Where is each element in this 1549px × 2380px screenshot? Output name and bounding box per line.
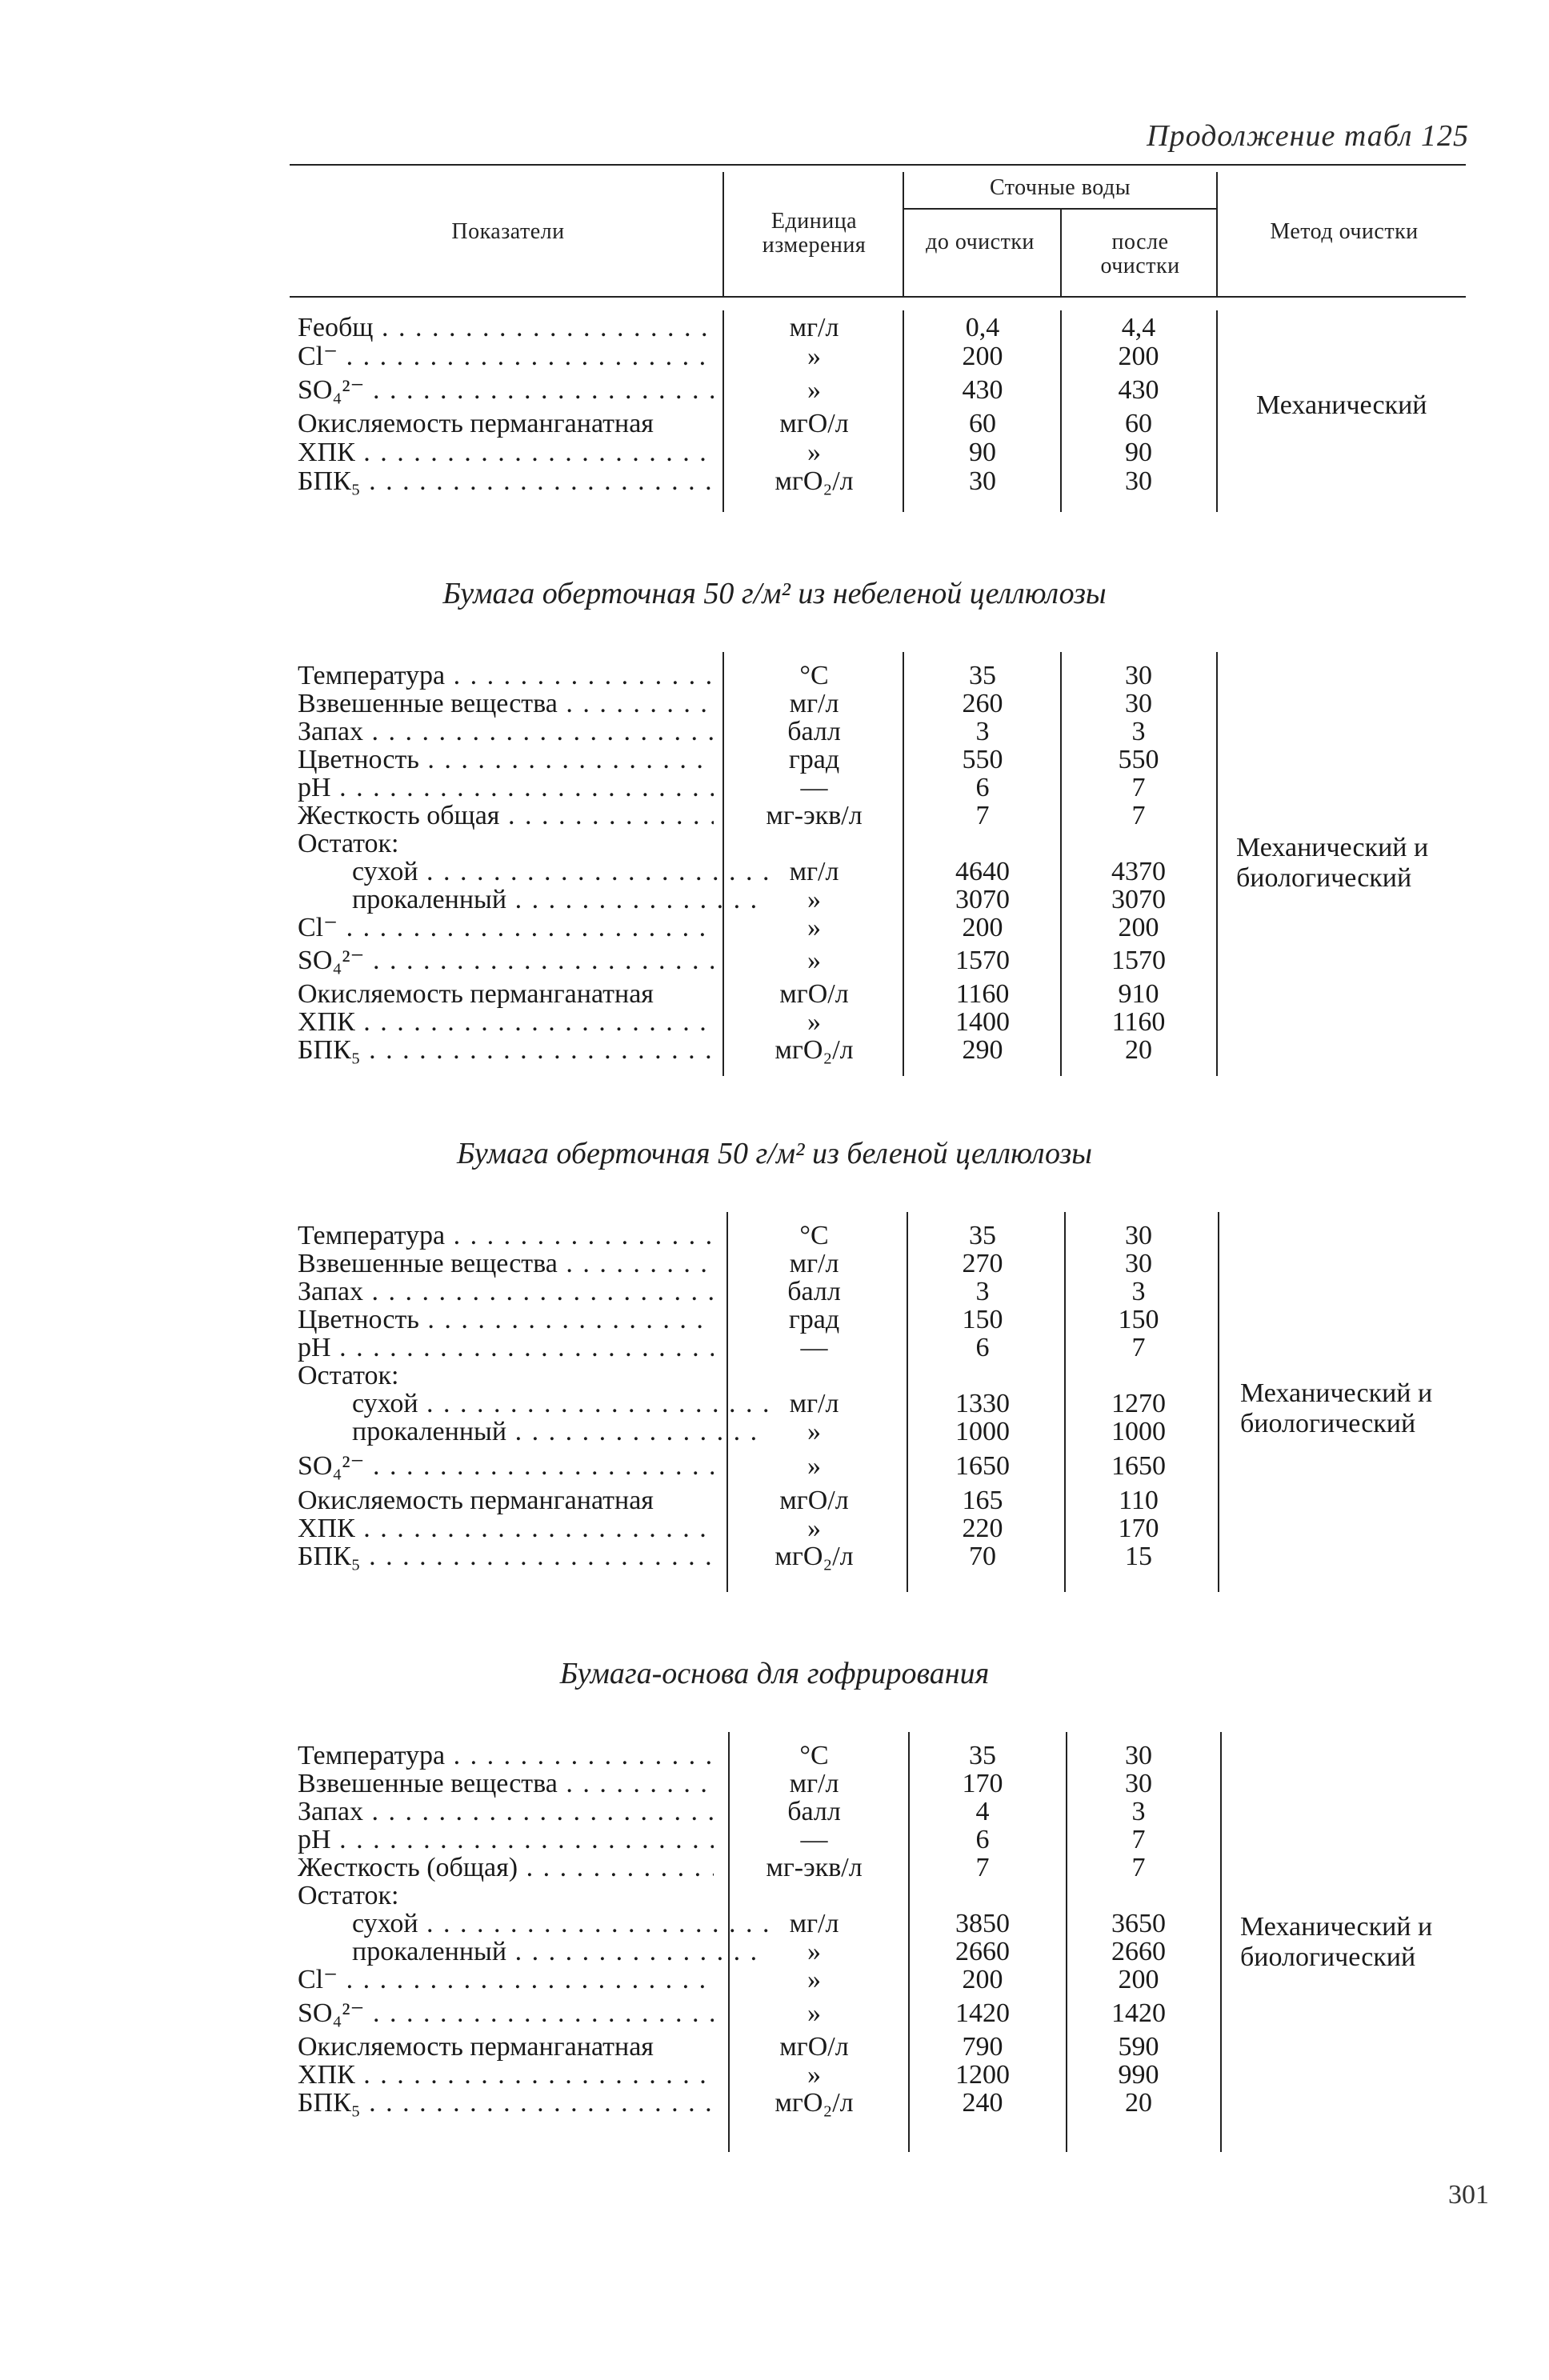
table-row (0, 1798, 1549, 1826)
table-row (0, 1306, 1549, 1334)
indicator-name: Запах . . . (298, 1798, 714, 1826)
after-value: 170 (1118, 1514, 1159, 1543)
indicator-name: Остаток: (298, 1362, 399, 1390)
before-value: 30 (969, 466, 996, 496)
header-after: после очистки (1100, 230, 1180, 278)
table-row (0, 1222, 1549, 1250)
indicator-name: прокаленный . . . (352, 1418, 768, 1446)
after-value: 590 (1118, 2032, 1159, 2062)
after-value: 30 (1125, 1221, 1152, 1250)
after-value: 1270 (1111, 1389, 1166, 1418)
table-row (0, 2089, 1549, 2118)
header-indicators: Показатели (451, 219, 565, 244)
indicator-name: SO₄²⁻ . . . (298, 946, 714, 975)
before-value: 1400 (955, 1007, 1010, 1037)
before-value: 270 (962, 1249, 1003, 1278)
indicator-name: Запах . . . (298, 718, 714, 746)
unit-cell: — (800, 1333, 828, 1362)
after-value: 3070 (1111, 885, 1166, 914)
before-value: 790 (962, 2032, 1003, 2062)
unit-cell: °С (799, 1741, 829, 1770)
before-value: 150 (962, 1305, 1003, 1334)
before-value: 1420 (955, 1998, 1010, 2028)
table-row (0, 662, 1549, 690)
indicator-name: Жесткость (общая) . . . (298, 1854, 714, 1882)
after-value: 1570 (1111, 946, 1166, 975)
unit-cell: » (807, 438, 821, 467)
header-divider-method (1216, 172, 1218, 296)
unit-cell: мгО₂/л (774, 2088, 854, 2118)
before-value: 7 (975, 1853, 990, 1882)
table-row (0, 342, 1549, 371)
treatment-method: Механический (1256, 390, 1427, 420)
header-unit: Единица измерения (762, 209, 867, 258)
indicator-name: Жесткость общая . . . (298, 802, 714, 830)
indicator-name: SO₄²⁻ . . . (298, 376, 714, 405)
table-row (0, 1278, 1549, 1306)
section-title: Бумага оберточная 50 г/м² из беленой целлюлозы (456, 1137, 1093, 1170)
table-row (0, 946, 1549, 975)
unit-cell: град (788, 745, 840, 774)
indicator-name: ХПК . . . (298, 1514, 714, 1543)
indicator-name: Окисляемость перманганатная (298, 2033, 654, 2062)
treatment-method: Механический и биологический (1240, 1378, 1433, 1438)
before-value: 200 (962, 1965, 1003, 1994)
indicator-name: БПК₅ . . . (298, 467, 714, 496)
treatment-method: Механический и биологический (1240, 1912, 1433, 1972)
unit-cell: » (807, 1998, 821, 2028)
table-row (0, 718, 1549, 746)
before-value: 1570 (955, 946, 1010, 975)
after-value: 550 (1118, 745, 1159, 774)
after-value: 110 (1119, 1486, 1159, 1515)
after-value: 1160 (1111, 1007, 1166, 1037)
indicator-name: Взвешенные вещества . . . (298, 690, 714, 718)
unit-cell: мгО₂/л (774, 1542, 854, 1571)
after-value: 200 (1118, 342, 1159, 371)
indicator-name: ХПК . . . (298, 1008, 714, 1037)
table-row (0, 467, 1549, 496)
after-value: 15 (1125, 1542, 1152, 1571)
before-value: 7 (975, 801, 990, 830)
before-value: 1200 (955, 2060, 1010, 2090)
indicator-name: Запах . . . (298, 1278, 714, 1306)
after-value: 7 (1131, 1333, 1146, 1362)
after-value: 2660 (1111, 1937, 1166, 1966)
section-title: Бумага оберточная 50 г/м² из небеленой целлюлозы (442, 577, 1107, 610)
indicator-name: Остаток: (298, 830, 399, 858)
after-value: 4370 (1111, 857, 1166, 886)
indicator-name: Cl⁻ . . . (298, 914, 714, 942)
after-value: 30 (1125, 1769, 1152, 1798)
header-method: Метод очистки (1270, 219, 1419, 244)
wastewater-subheader-rule (903, 208, 1216, 210)
table-row (0, 1542, 1549, 1571)
indicator-name: Взвешенные вещества . . . (298, 1250, 714, 1278)
before-value: 6 (975, 773, 990, 802)
unit-cell: мгО₂/л (774, 466, 854, 496)
before-value: 3850 (955, 1909, 1010, 1938)
table-row (0, 1008, 1549, 1037)
table-row (0, 980, 1549, 1009)
running-head: Продолжение табл 125 (1147, 119, 1469, 153)
before-value: 60 (969, 409, 996, 438)
unit-cell: » (807, 946, 821, 975)
after-value: 90 (1125, 438, 1152, 467)
table-row (0, 1036, 1549, 1065)
table-row (0, 1854, 1549, 1882)
header-divider-after (1060, 210, 1062, 296)
indicator-name: прокаленный . . . (352, 886, 768, 914)
unit-cell: мг/л (789, 1389, 839, 1418)
after-value: 3 (1131, 717, 1146, 746)
unit-cell: мг/л (789, 1769, 839, 1798)
indicator-name: Feобщ . . . (298, 314, 714, 342)
unit-cell: » (807, 2060, 821, 2090)
after-value: 20 (1125, 1035, 1152, 1065)
indicator-name: pH . . . (298, 1334, 714, 1362)
unit-cell: мгО₂/л (774, 1035, 854, 1065)
table-row (0, 1826, 1549, 1854)
table-row (0, 1452, 1549, 1481)
after-value: 1000 (1111, 1417, 1166, 1446)
indicator-name: сухой . . . (352, 1390, 768, 1418)
table-row (0, 438, 1549, 467)
before-value: 4 (975, 1797, 990, 1826)
after-value: 3 (1131, 1277, 1146, 1306)
unit-cell: — (800, 773, 828, 802)
before-value: 6 (975, 1333, 990, 1362)
indicator-name: SO₄²⁻ . . . (298, 1999, 714, 2028)
indicator-name: Цветность . . . (298, 746, 714, 774)
before-value: 35 (969, 1221, 996, 1250)
indicator-name: БПК₅ . . . (298, 2089, 714, 2118)
indicator-name: Окисляемость перманганатная (298, 410, 654, 438)
table-row (0, 802, 1549, 830)
table-row (0, 1250, 1549, 1278)
indicator-name: pH . . . (298, 1826, 714, 1854)
before-value: 70 (969, 1542, 996, 1571)
table-row (0, 1742, 1549, 1770)
after-value: 7 (1131, 1853, 1146, 1882)
unit-cell: мг/л (789, 1909, 839, 1938)
after-value: 150 (1118, 1305, 1159, 1334)
table-row (0, 1486, 1549, 1515)
after-value: 7 (1131, 773, 1146, 802)
indicator-name: Цветность . . . (298, 1306, 714, 1334)
before-value: 170 (962, 1769, 1003, 1798)
indicator-name: сухой . . . (352, 858, 768, 886)
after-value: 7 (1131, 801, 1146, 830)
unit-cell: » (807, 913, 821, 942)
table-row (0, 774, 1549, 802)
indicator-name: Температура . . . (298, 1742, 714, 1770)
unit-cell: мг-экв/л (766, 1853, 863, 1882)
unit-cell: » (807, 1417, 821, 1446)
before-value: 2660 (955, 1937, 1010, 1966)
unit-cell: мг/л (789, 689, 839, 718)
indicator-name: SO₄²⁻ . . . (298, 1452, 714, 1481)
before-value: 1650 (955, 1451, 1010, 1481)
after-value: 200 (1118, 1965, 1159, 1994)
before-value: 4640 (955, 857, 1010, 886)
unit-cell: мгО/л (779, 409, 849, 438)
unit-cell: мгО/л (779, 2032, 849, 2062)
indicator-name: ХПК . . . (298, 2061, 714, 2090)
indicator-name: Взвешенные вещества . . . (298, 1770, 714, 1798)
unit-cell: °С (799, 1221, 829, 1250)
before-value: 3 (975, 717, 990, 746)
unit-cell: °С (799, 661, 829, 690)
indicator-name: БПК₅ . . . (298, 1036, 714, 1065)
after-value: 1420 (1111, 1998, 1166, 2028)
after-value: 30 (1125, 466, 1152, 496)
unit-cell: мг/л (789, 1249, 839, 1278)
unit-cell: балл (787, 717, 841, 746)
unit-cell: балл (787, 1797, 841, 1826)
before-value: 1160 (955, 979, 1010, 1009)
indicator-name: Cl⁻ . . . (298, 342, 714, 371)
unit-cell: мг/л (789, 313, 839, 342)
before-value: 6 (975, 1825, 990, 1854)
before-value: 430 (962, 375, 1003, 405)
after-value: 30 (1125, 1741, 1152, 1770)
after-value: 60 (1125, 409, 1152, 438)
table-row (0, 1999, 1549, 2028)
indicator-name: ХПК . . . (298, 438, 714, 467)
before-value: 260 (962, 689, 1003, 718)
header-wastewater: Сточные воды (989, 175, 1131, 200)
unit-cell: мг/л (789, 857, 839, 886)
after-value: 20 (1125, 2088, 1152, 2118)
unit-cell: » (807, 885, 821, 914)
page-number: 301 (1448, 2180, 1489, 2210)
before-value: 165 (962, 1486, 1003, 1515)
table-row (0, 1770, 1549, 1798)
after-value: 910 (1118, 979, 1159, 1009)
treatment-method: Механический и биологический (1236, 833, 1429, 893)
header-before: до очистки (926, 230, 1035, 254)
before-value: 3070 (955, 885, 1010, 914)
table-row (0, 2033, 1549, 2062)
unit-cell: » (807, 1937, 821, 1966)
section-title: Бумага-основа для гофрирования (559, 1657, 990, 1690)
indicator-name: Окисляемость перманганатная (298, 1486, 654, 1515)
unit-cell: » (807, 1965, 821, 1994)
unit-cell: балл (787, 1277, 841, 1306)
after-value: 4,4 (1121, 313, 1156, 342)
after-value: 30 (1125, 661, 1152, 690)
before-value: 35 (969, 661, 996, 690)
table-row (0, 746, 1549, 774)
before-value: 200 (962, 342, 1003, 371)
header-bottom-rule (290, 296, 1466, 298)
before-value: 1330 (955, 1389, 1010, 1418)
indicator-name: Температура . . . (298, 662, 714, 690)
unit-cell: мгО/л (779, 1486, 849, 1515)
table-row (0, 314, 1549, 342)
table-row (0, 1334, 1549, 1362)
after-value: 3650 (1111, 1909, 1166, 1938)
indicator-name: прокаленный . . . (352, 1938, 768, 1966)
before-value: 550 (962, 745, 1003, 774)
after-value: 3 (1131, 1797, 1146, 1826)
indicator-name: Окисляемость перманганатная (298, 980, 654, 1009)
indicator-name: Температура . . . (298, 1222, 714, 1250)
unit-cell: град (788, 1305, 840, 1334)
before-value: 290 (962, 1035, 1003, 1065)
header-divider-unit (722, 172, 724, 296)
after-value: 430 (1118, 375, 1159, 405)
indicator-name: Cl⁻ . . . (298, 1966, 714, 1994)
before-value: 0,4 (965, 313, 1000, 342)
after-value: 990 (1118, 2060, 1159, 2090)
unit-cell: » (807, 1514, 821, 1543)
indicator-name: БПК₅ . . . (298, 1542, 714, 1571)
unit-cell: » (807, 342, 821, 371)
unit-cell: мг-экв/л (766, 801, 863, 830)
after-value: 30 (1125, 689, 1152, 718)
after-value: 30 (1125, 1249, 1152, 1278)
indicator-name: pH . . . (298, 774, 714, 802)
before-value: 240 (962, 2088, 1003, 2118)
before-value: 200 (962, 913, 1003, 942)
table-row (0, 1514, 1549, 1543)
after-value: 1650 (1111, 1451, 1166, 1481)
table-row (0, 2061, 1549, 2090)
after-value: 7 (1131, 1825, 1146, 1854)
after-value: 200 (1118, 913, 1159, 942)
table-top-rule (290, 164, 1466, 166)
before-value: 35 (969, 1741, 996, 1770)
unit-cell: » (807, 1007, 821, 1037)
table-row (0, 690, 1549, 718)
indicator-name: сухой . . . (352, 1910, 768, 1938)
before-value: 1000 (955, 1417, 1010, 1446)
unit-cell: » (807, 375, 821, 405)
before-value: 90 (969, 438, 996, 467)
table-row (0, 1882, 1549, 1910)
before-value: 220 (962, 1514, 1003, 1543)
unit-cell: — (800, 1825, 828, 1854)
unit-cell: мгО/л (779, 979, 849, 1009)
unit-cell: » (807, 1451, 821, 1481)
table-row (0, 914, 1549, 942)
before-value: 3 (975, 1277, 990, 1306)
indicator-name: Остаток: (298, 1882, 399, 1910)
